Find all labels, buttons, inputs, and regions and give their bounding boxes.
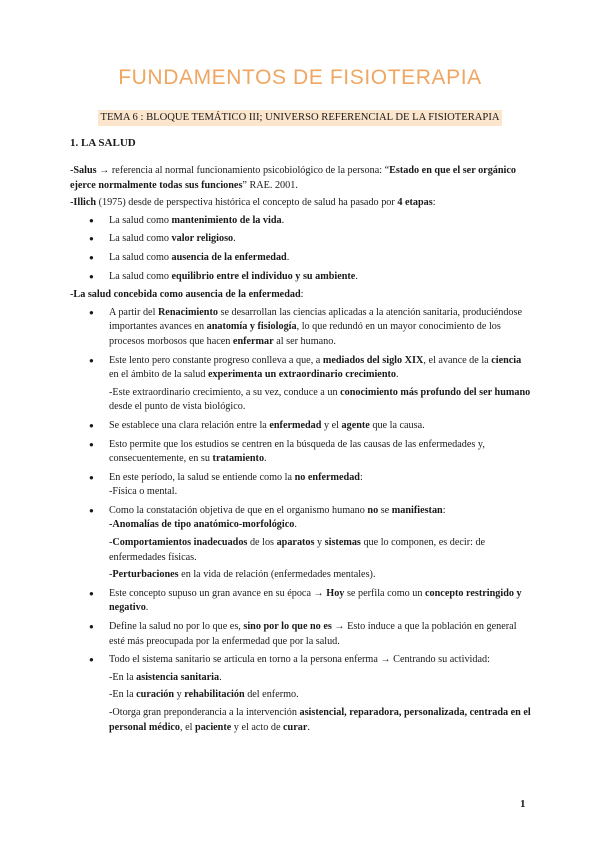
salus-text: → referencia al normal funcionamiento psicobiológico de la persona: “ — [96, 165, 390, 176]
list-item: ● Esto permite que los estudios se centren en la búsqueda de las causas de las enfermedades y, consecuentemente, en su tratamiento. — [70, 438, 532, 467]
list-subitem: -Perturbaciones en la vida de relación (enfermedades mentales). — [109, 569, 376, 581]
list-item: ● Se establece una clara relación entre la enfermedad y el agente que la causa. — [70, 419, 532, 434]
list-item: ● Este concepto supuso un gran avance en su época → Hoy se perfila como un concepto restringido y negativo. — [70, 587, 532, 616]
list-item: ● La salud como ausencia de la enfermedad. — [70, 251, 532, 266]
list-item: ● La salud como mantenimiento de la vida. — [70, 214, 532, 229]
list-subitem: -En la asistencia sanitaria. — [109, 671, 222, 683]
section-heading: 1. LA SALUD — [70, 137, 136, 149]
list-item: ● Este lento pero constante progreso conlleva a que, a mediados del siglo XIX, el avance de la ciencia en el ámbito de la salud experimenta un extraordinario crecimiento. -Este extraordinario crecimiento, a su vez, conduce a un conocimiento más profundo del ser humano desde el punto de vista biológico. — [70, 354, 532, 415]
illich-colon: : — [432, 197, 436, 209]
document-title: FUNDAMENTOS DE FISIOTERAPIA — [118, 66, 482, 89]
page-number: 1 — [520, 798, 526, 810]
topic-subtitle: TEMA 6 : BLOQUE TEMÁTICO III; UNIVERSO REFERENCIAL DE LA FISIOTERAPIA — [98, 110, 501, 126]
list-subitem: -Comportamientos inadecuados de los aparatos y sistemas que lo componen, es decir: de enfermedades físicas. — [109, 537, 486, 563]
illich-term: -Illich — [70, 197, 97, 209]
list-item: ● En este período, la salud se entiende como la no enfermedad: -Física o mental. — [70, 471, 532, 500]
absence-heading: -La salud concebida como ausencia de la enfermedad: — [70, 289, 304, 301]
list-item: ● Como la constatación objetiva de que en el organismo humano no se manifiestan: -Anomalías de tipo anatómico-morfológico. -Comportamientos inadecuados de los aparatos y sistemas que lo componen, es decir: de enfermedades físicas. -Perturbaciones en la vida de relación (enfermedades mentales). — [70, 504, 532, 583]
illich-text: (1975) desde de perspectiva histórica el concepto de salud ha pasado por — [96, 197, 398, 209]
list-subitem: -Este extraordinario crecimiento, a su vez, conduce a un conocimiento más profundo del ser humano desde el punto de vista biológico. — [109, 386, 531, 413]
illich-stages: 4 etapas — [397, 197, 433, 209]
subtitle-row — [0, 107, 600, 126]
list-subitem: -Anomalías de tipo anatómico-morfológico. — [109, 519, 297, 531]
list-subitem: -Física o mental. — [109, 486, 178, 498]
list-subitem: -En la curación y rehabilitación del enfermo. — [109, 689, 299, 701]
list-subitem: -Otorga gran preponderancia a la intervención asistencial, reparadora, personalizada, centrada en el personal médico, el paciente y el acto de curar. — [109, 707, 531, 733]
list-item: ● Todo el sistema sanitario se articula en torno a la persona enferma → Centrando su actividad: -En la asistencia sanitaria. -En la curación y rehabilitación del enfermo. -Otorga gran preponderancia a la intervención asistencial, reparadora, personalizada, centrada en el personal médico, el paciente y el acto de curar. — [70, 653, 532, 735]
illich-paragraph — [70, 196, 532, 211]
list-item: ● La salud como equilibrio entre el individuo y su ambiente. — [70, 270, 532, 285]
absence-list — [70, 306, 532, 735]
salus-source: ” RAE. 2001. — [242, 179, 298, 191]
stages-list — [70, 214, 532, 284]
salus-paragraph — [70, 164, 532, 193]
list-item: ● La salud como valor religioso. — [70, 232, 532, 247]
salus-term: -Salus — [70, 165, 97, 176]
document-body — [70, 164, 532, 739]
list-item: ● A partir del Renacimiento se desarrollan las ciencias aplicadas a la atención sanitaria, produciéndose importantes avances en anatomía y fisiología, lo que redundó en un mayor conocimiento de los procesos morbosos que hacen enfermar al ser humano. — [70, 306, 532, 350]
list-item: ● Define la salud no por lo que es, sino por lo que no es → Esto induce a que la población en general esté más preocupada por la enfermedad que por la salud. — [70, 620, 532, 649]
salus-definition: Estado en que el ser orgánico ejerce normalmente todas sus funciones — [70, 165, 516, 191]
